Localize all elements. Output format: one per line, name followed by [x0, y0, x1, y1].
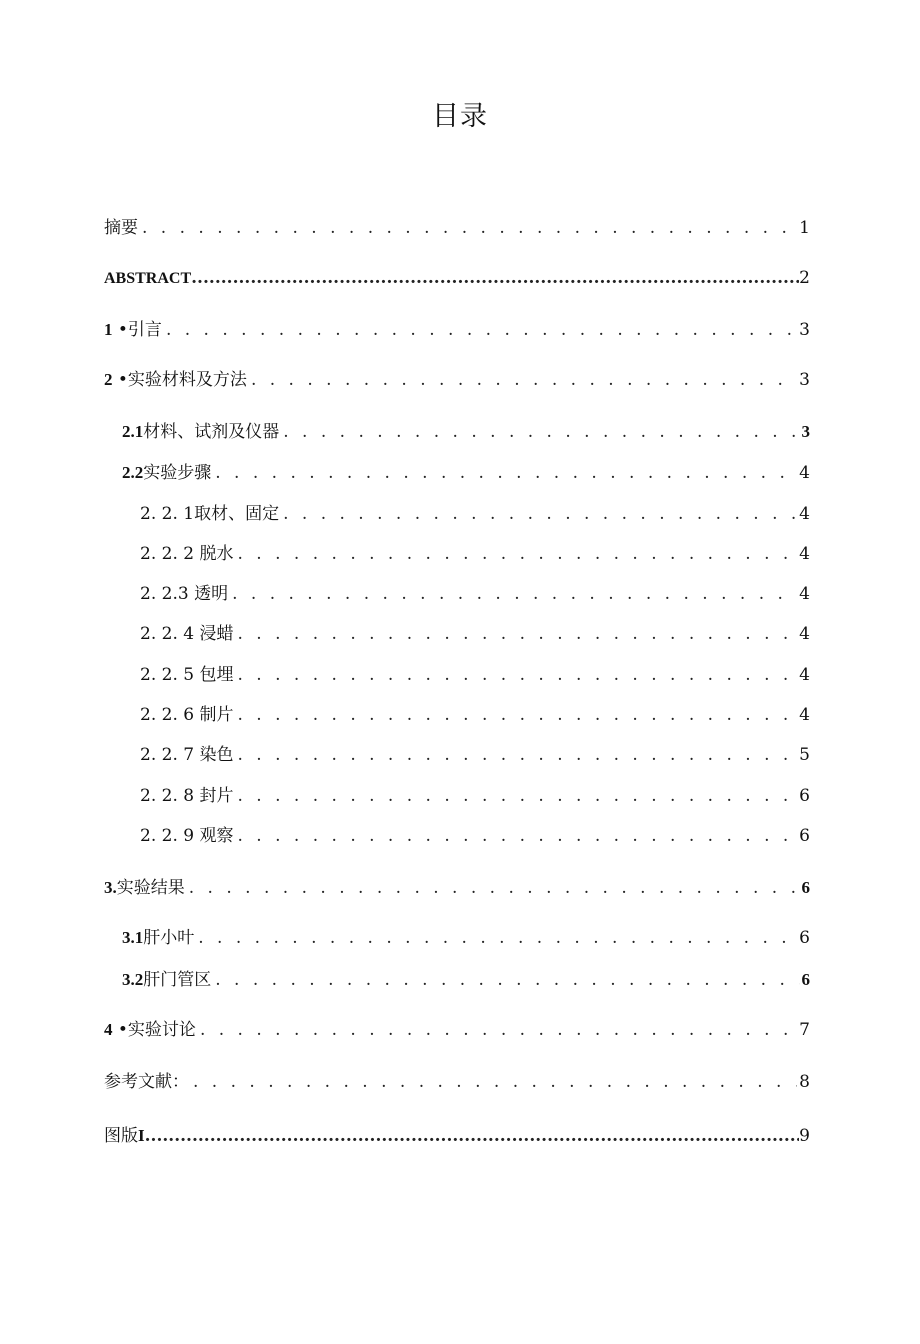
toc-entry-2-2-2[interactable]	[140, 540, 810, 568]
toc-entry-2[interactable]	[104, 366, 810, 394]
toc-entry-label: 2. 2. 5 包埋	[140, 665, 234, 685]
toc-page-number: 2	[799, 268, 810, 288]
toc-entry-4[interactable]	[104, 1016, 810, 1044]
toc-page-number: 6	[799, 786, 810, 806]
dot-leader	[237, 540, 797, 568]
toc-entry-title	[104, 874, 185, 902]
toc-entry-2-2-4[interactable]	[140, 620, 810, 648]
toc-entry-label: 2. 2. 8 封片	[140, 786, 234, 806]
page-title: 目录	[432, 101, 488, 132]
toc-entry-label: 摘要	[104, 218, 138, 238]
toc-entry-label: ABSTRACT	[104, 270, 192, 287]
dot-leader	[237, 782, 797, 810]
toc-entry-title	[104, 1122, 145, 1150]
toc-entry-label: 2. 2. 7 染色	[140, 745, 234, 765]
toc-entry-3[interactable]	[104, 874, 810, 902]
dot-leader	[283, 500, 797, 528]
toc-entry-3-2[interactable]	[122, 966, 810, 994]
toc-entry-label: 实验步骤	[143, 463, 212, 483]
section-number: 3.1	[122, 928, 144, 947]
toc-entry-title	[104, 366, 247, 394]
dot-leader	[198, 924, 797, 952]
section-number: 4	[104, 1020, 113, 1039]
toc-entry-2-2-3[interactable]	[140, 580, 810, 608]
toc-entry-1[interactable]	[104, 316, 810, 344]
toc-page-number: 5	[799, 745, 810, 765]
toc-entry-abstract-cn[interactable]	[104, 214, 810, 242]
toc-entry-abstract-en[interactable]	[104, 264, 810, 292]
dot-leader	[193, 1068, 797, 1096]
dot-leader	[232, 580, 797, 608]
toc-page-number: 4	[799, 544, 810, 564]
dot-leader	[237, 620, 797, 648]
toc-entry-label: •引言	[112, 320, 162, 340]
toc-entry-3-1[interactable]	[122, 924, 810, 952]
dot-leader	[251, 366, 797, 394]
toc-entry-label: 图版	[104, 1126, 138, 1146]
toc-page-number: 9	[799, 1126, 810, 1146]
dot-leader	[215, 459, 797, 487]
toc-page-number: 6	[801, 970, 810, 989]
toc-entry-2-2-9[interactable]	[140, 822, 810, 850]
dot-leader	[189, 874, 800, 902]
dot-leader	[142, 214, 797, 242]
toc-page-number: 3	[799, 370, 810, 390]
dot-leader	[215, 966, 799, 994]
toc-page-number: 6	[799, 928, 810, 948]
toc-entry-plates[interactable]	[104, 1122, 810, 1150]
dot-leader	[237, 701, 797, 729]
toc-page-number: 4	[799, 584, 810, 604]
dot-leader	[237, 661, 797, 689]
toc-page-number: 4	[799, 504, 810, 524]
toc-entry-title	[122, 924, 194, 952]
section-number: 3.	[104, 878, 117, 897]
toc-page-number: 6	[801, 878, 810, 897]
toc-entry-label: 实验结果	[116, 878, 185, 898]
dot-leader	[200, 1016, 797, 1044]
section-number: 2.2	[122, 463, 144, 482]
toc-entry-label: 参考文献：	[104, 1072, 189, 1092]
toc-entry-title	[122, 418, 279, 446]
dot-leader	[237, 741, 797, 769]
dot-leader	[283, 418, 799, 446]
toc-entry-title	[104, 316, 162, 344]
toc-page-number: 4	[799, 665, 810, 685]
toc-page-number: 4	[799, 705, 810, 725]
toc-entry-label: 2. 2. 4 浸蜡	[140, 624, 234, 644]
toc-entry-label: 材料、试剂及仪器	[143, 422, 280, 442]
toc-page-number: 7	[799, 1020, 810, 1040]
toc-entry-2-2[interactable]	[122, 459, 810, 487]
toc-page-number: 1	[799, 218, 810, 238]
toc-page-number: 3	[799, 320, 810, 340]
toc-page-number: 8	[799, 1072, 810, 1092]
section-number: 2.1	[122, 422, 144, 441]
toc-entry-2-1[interactable]	[122, 418, 810, 446]
section-number: 1	[104, 320, 113, 339]
section-number: 3.2	[122, 970, 144, 989]
toc-entry-2-2-6[interactable]	[140, 701, 810, 729]
dot-leader	[166, 316, 797, 344]
toc-page-number: 4	[799, 624, 810, 644]
toc-entry-label: 2. 2. 9 观察	[140, 826, 234, 846]
toc-entry-title	[122, 966, 211, 994]
toc-entry-label: •实验材料及方法	[112, 370, 247, 390]
toc-entry-2-2-8[interactable]	[140, 782, 810, 810]
toc-entry-2-2-1[interactable]	[140, 500, 810, 528]
dot-leader	[191, 264, 799, 292]
toc-page-number: 4	[799, 463, 810, 483]
toc-page-number: 6	[799, 826, 810, 846]
toc-entry-2-2-5[interactable]	[140, 661, 810, 689]
toc-entry-title	[104, 1016, 196, 1044]
plate-number: I	[138, 1126, 145, 1145]
toc-entry-label: 肝小叶	[143, 928, 195, 948]
toc-entry-2-2-7[interactable]	[140, 741, 810, 769]
toc-entry-label: 肝门管区	[143, 970, 212, 990]
toc-entry-label: 2. 2. 2 脱水	[140, 544, 234, 564]
toc-entry-references[interactable]	[104, 1068, 810, 1096]
dot-leader	[237, 822, 797, 850]
toc-entry-label: 2. 2.3 透明	[140, 584, 229, 604]
section-number: 2	[104, 370, 113, 389]
toc-entry-label: 2. 2. 1取材、固定	[140, 504, 280, 524]
toc-entry-label: •实验讨论	[112, 1020, 196, 1040]
toc-entry-title	[122, 459, 211, 487]
toc-page-number: 3	[801, 422, 810, 441]
dot-leader	[145, 1122, 800, 1150]
toc-entry-label: 2. 2. 6 制片	[140, 705, 234, 725]
